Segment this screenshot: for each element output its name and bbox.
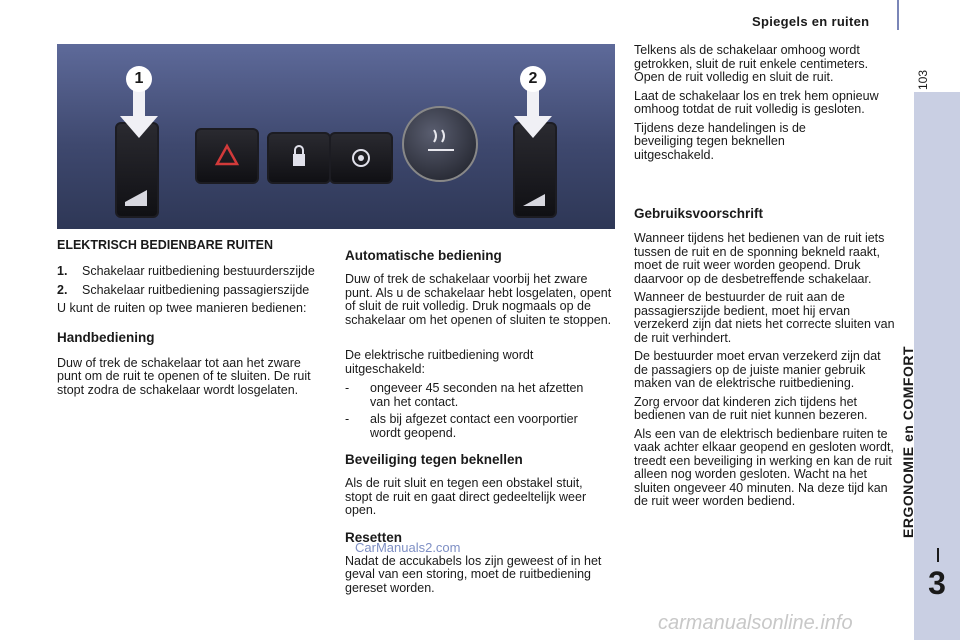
paragraph: Als een van de elektrisch bedienbare ruiten te vaak achter elkaar geopend en gesloten wordt, treedt een beveiliging in werking en kan de ruit alleen nog worden gesloten. Wacht na het sluiten ongeveer 40 minuten. Na deze tijd kan de ruit weer worden bediend. (634, 426, 894, 508)
paragraph: Telkens als de schakelaar omhoog wordt getrokken, sluit de ruit enkele centimeters. Open de ruit volledig en sluit de ruit. (634, 43, 869, 84)
paragraph: Wanneer tijdens het bedienen van de ruit iets tussen de ruit en de sponning bekneld raakt, moet de ruit weer worden geopend. Druk daarvoor op de desbetreffende schakelaar. (634, 231, 885, 286)
lighter-icon (404, 108, 476, 180)
arrow-1-shaft (133, 89, 145, 119)
cigarette-lighter (402, 106, 478, 182)
auto-text: Duw of trek de schakelaar voorbij het zware punt. Als u de schakelaar hebt losgelaten, opent of sluit de ruit volledig. Druk nogmaals op de schakelaar om het openen of sluiten te stoppen. (345, 272, 612, 327)
chapter-divider (937, 548, 939, 562)
paragraph: Tijdens deze handelingen is de beveiliging tegen beknellen uitgeschakeld. (634, 120, 806, 162)
child-lock-button (329, 132, 393, 184)
paragraph: Zorg ervoor dat kinderen zich tijdens het bedienen van de ruit niet kunnen bezeren. (634, 394, 868, 422)
list-item (345, 382, 585, 409)
intro-text: U kunt de ruiten op twee manieren bedienen: (57, 301, 307, 315)
arrow-2-shaft (527, 89, 539, 119)
bullet-dash: - (345, 381, 350, 395)
item-number: 2. (57, 282, 68, 297)
disabled-intro: De elektrische ruitbediening wordt uitgeschakeld: (345, 348, 534, 376)
pinch-text: Als de ruit sluit en tegen een obstakel stuit, stopt de ruit en gaat direct gedeeltelijk weer open. (345, 476, 587, 517)
item-text: Schakelaar ruitbediening passagierszijde (82, 282, 310, 297)
watermark-link[interactable]: CarManuals2.com (355, 540, 461, 555)
pinch-heading: Beveiliging tegen beknellen (345, 452, 523, 467)
list-item (57, 265, 332, 279)
paragraph: De bestuurder moet ervan verzekerd zijn dat de passagiers op de juiste manier gebruik maken van de elektrische ruitbediening. (634, 349, 881, 390)
arrow-2-head (514, 116, 552, 138)
manual-text: Duw of trek de schakelaar tot aan het zware punt om de ruit te openen of te sluiten. De ruit stopt zodra de schakelaar wordt losgelaten. (57, 355, 311, 397)
paragraph: Laat de schakelaar los en trek hem opnieuw omhoog totdat de ruit volledig is gesloten. (634, 88, 879, 116)
bullet-text: ongeveer 45 seconden na het afzetten van het contact. (370, 381, 584, 409)
child-lock-icon (331, 134, 391, 182)
arrow-1-head (120, 116, 158, 138)
page-number: 103 (916, 69, 930, 91)
item-number: 1. (57, 264, 68, 278)
hazard-icon (197, 130, 257, 182)
paragraph: Wanneer de bestuurder de ruit aan de passagierszijde bedient, moet hij ervan verzekerd zijn dat niets het correcte sluiten van de ruit verhindert. (634, 290, 895, 345)
item-text: Schakelaar ruitbediening bestuurderszijde (82, 264, 315, 278)
reset-text: Nadat de accukabels los zijn geweest of in het geval van een storing, moet de ruitbediening gereset worden. (345, 553, 602, 595)
chapter-title: ERGONOMIE en COMFORT (900, 346, 916, 538)
right-column (634, 44, 904, 509)
page-header-title: Spiegels en ruiten (752, 14, 870, 29)
footer-watermark: carmanualsonline.info (658, 612, 853, 634)
lock-icon (269, 134, 329, 182)
chapter-number: 3 (928, 565, 946, 601)
callout-1: 1 (126, 66, 152, 92)
bullet-dash: - (345, 412, 350, 426)
header-divider (897, 0, 899, 30)
hazard-button (195, 128, 259, 184)
auto-heading: Automatische bediening (345, 248, 502, 263)
window-switch-photo (57, 44, 615, 229)
bullet-text: als bij afgezet contact een voorportier wordt geopend. (370, 412, 578, 440)
manual-heading: Handbediening (57, 329, 155, 345)
list-item (57, 284, 332, 298)
reset-heading: Resetten (345, 529, 403, 545)
lock-button (267, 132, 331, 184)
list-item (345, 413, 585, 440)
section-heading: ELEKTRISCH BEDIENBARE RUITEN (57, 238, 273, 252)
usage-heading: Gebruiksvoorschrift (634, 206, 764, 221)
left-column (57, 238, 332, 397)
callout-2: 2 (520, 66, 546, 92)
